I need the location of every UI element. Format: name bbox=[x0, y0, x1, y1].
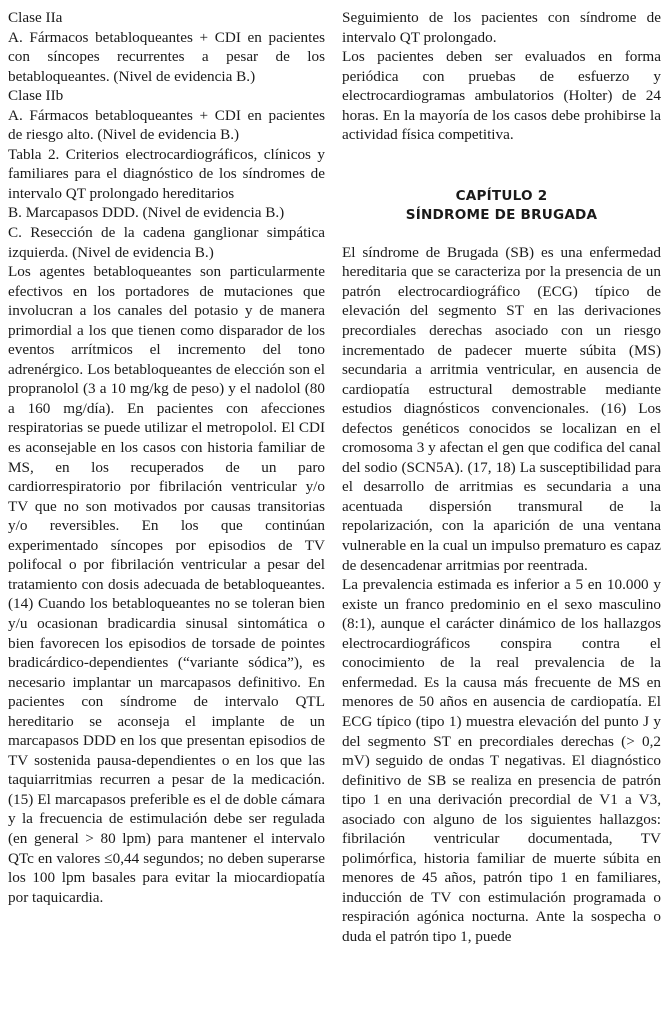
class-iib-item-c: C. Resección de la cadena ganglionar simpática izquierda. (Nivel de evidencia B.) bbox=[8, 224, 325, 261]
class-iia-item-a: A. Fármacos betabloqueantes + CDI en pacientes con síncopes recurrentes a pesar de los betabloqueantes. (Nivel de evidencia B.) bbox=[8, 28, 325, 85]
left-column bbox=[8, 8, 325, 907]
table-2-caption: Tabla 2. Criterios electrocardiográficos, clínicos y familiares para el diagnóstico de los síndromes de intervalo QT prolongado hereditarios bbox=[8, 145, 325, 202]
class-iia-label: Clase IIa bbox=[8, 9, 63, 26]
followup-title-paragraph: Seguimiento de los pacientes con síndrome de intervalo QT prolongado. bbox=[342, 9, 661, 46]
chapter-title: SÍNDROME DE BRUGADA bbox=[405, 206, 598, 223]
class-iib-item-b: B. Marcapasos DDD. (Nivel de evidencia B.) bbox=[8, 204, 285, 222]
followup-body-paragraph: Los pacientes deben ser evaluados en forma periódica con pruebas de esfuerzo y electrocardiogramas ambulatorios (Holter) de 24 horas. En la mayoría de los casos debe prohibirse la actividad física competitiva. bbox=[342, 48, 661, 144]
brugada-definition-paragraph: El síndrome de Brugada (SB) es una enfermedad hereditaria que se caracteriza por la presencia de un patrón electrocardiográfico (ECG) típico de elevación del segmento ST en las derivaciones precordiales derechas asociado con un riesgo incrementado de padecer muerte súbita (MS) secundaria a arritmia ventricular, en ausencia de cardiopatía estructural demostrable mediante estudios diagnósticos convencionales. (16) Los defectos genéticos conocidos se localizan en el cromosoma 3 y afectan el gen que codifica del canal del sodio (SCN5A). (17, 18) La susceptibilidad para el desarrollo de arritmias es secundaria a una acentuada dispersión transmural de la repolarización, con la aparición de una ventana vulnerable en la cual un impulso prematuro es capaz de desencadenar arritmias por reentrada. bbox=[342, 243, 661, 574]
betablockers-paragraph: Los agentes betabloqueantes son particularmente efectivos en los portadores de mutaciones que involucran a los canales del potasio y de manera primordial a los que tienen como disparador de los eventos arrítmicos el incremento del tono adrenérgico. Los betabloqueantes de elección son el propranolol (3 a 10 mg/kg de peso) y el nadolol (80 a 160 mg/día). En pacientes con afecciones respiratorias se puede utilizar el metropolol. El CDI es aconsejable en los casos con historia familiar de MS, en los recuperados de un paro cardiorrespiratorio por fibrilación ventricular y/o TV que no son motivados por causas transitorias y/o reversibles. En los que continúan experimentado síncopes por episodios de TV polifocal o por fibrilación ventricular a pesar del tratamiento con dosis adecuada de betabloqueantes. (14) Cuando los betabloqueantes no se toleran bien y/u ocasionan bradicardia sinusal sintomática o bien favorecen los episodios de torsade de pointes bradicárdico-dependientes (“variante sódica”), es necesario implantar un marcapasos definitivo. En pacientes con síndrome de intervalo QTL hereditario se aconseja el implante de un marcapasos DDD en los que presentan episodios de TV sostenida pausa-dependientes o en los que las taquiarritmias recurren a pesar de la medicación.(15) El marcapasos preferible es el de doble cámara y la frecuencia de estimulación debe ser regulada (en general > 80 lpm) para mantener el intervalo QTc en valores ≤0,44 segundos; no deben superarse los 100 lpm basales para evitar la miocardiopatía por taquicardia. bbox=[8, 263, 325, 906]
right-column bbox=[342, 8, 661, 947]
class-iib-item-a: A. Fármacos betabloqueantes + CDI en pacientes de riesgo alto. (Nivel de evidencia B.) bbox=[8, 106, 325, 144]
class-iib-label: Clase IIb bbox=[8, 87, 64, 105]
brugada-prevalence-paragraph: La prevalencia estimada es inferior a 5 en 10.000 y existe un franco predominio en el sexo masculino (8:1), aunque el carácter dinámico de los hallazgos electrocardiográficos conspira contra el conocimiento de la real prevalencia de la enfermedad. Es la causa más frecuente de MS en menores de 50 años en ausencia de cardiopatía. El ECG típico (tipo 1) muestra elevación del punto J y del segmento ST en precordiales derechas (> 0,2 mV) seguido de ondas T negativas. El diagnóstico definitivo de SB se realiza en presencia de patrón tipo 1 en una derivación precordial de V1 a V3, asociado con alguno de los siguientes hallazgos: fibrilación ventricular documentada, TV polimórfica, historia familiar de muerte súbita en menores de 45 años, patrón tipo 1 en familiares, inducción de TV con estimulación programada o respiración agónica nocturna. Ante la sospecha o duda el patrón tipo 1, puede bbox=[342, 576, 661, 945]
chapter-label: CAPÍTULO 2 bbox=[455, 187, 548, 204]
